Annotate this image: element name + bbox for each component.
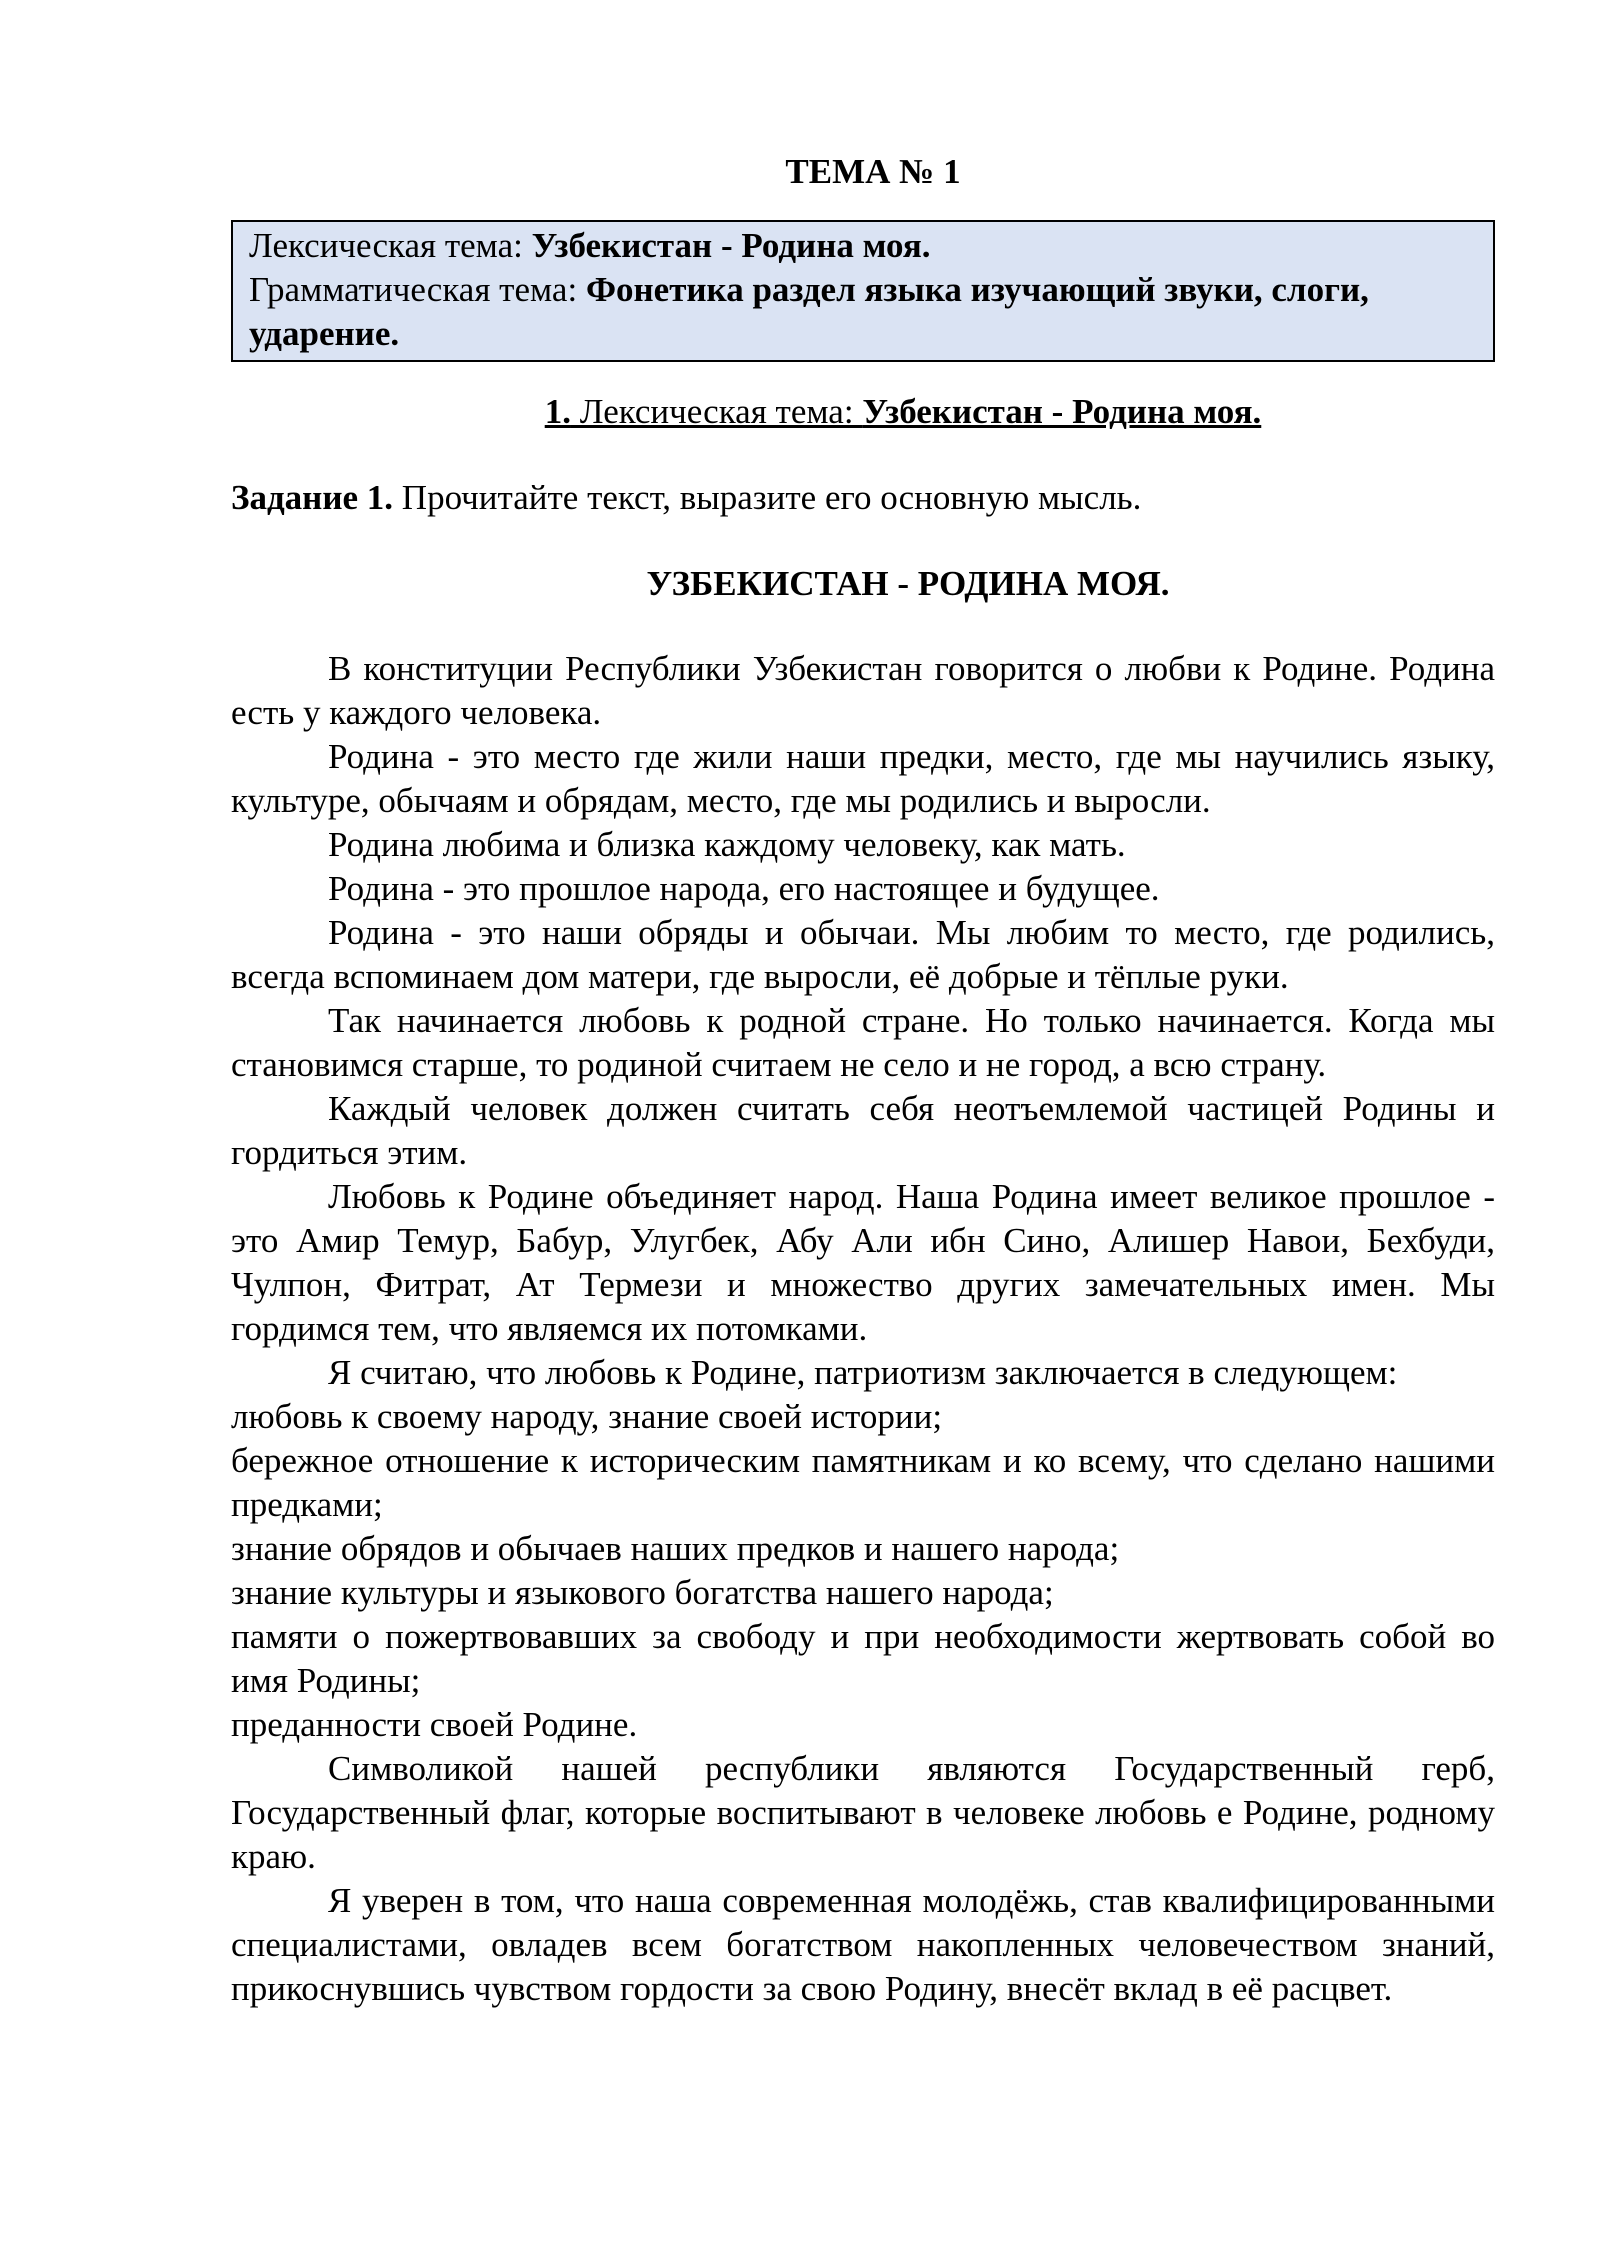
text-title: УЗБЕКИСТАН - РОДИНА МОЯ. (646, 564, 1170, 603)
paragraph: Любовь к Родине объединяет народ. Наша Родина имеет великое прошлое - это Амир Темур, Бабур, Улугбек, Абу Али ибн Сино, Алишер Навои, Бехбуди, Чулпон, Фитрат, Ат Термези и множество других замечательных имен. Мы гордимся тем, что являемся их потомками. (231, 1177, 1495, 1348)
paragraph: Родина - это наши обряды и обычаи. Мы любим то место, где родились, всегда вспоминаем дом матери, где выросли, её добрые и тёплые руки. (231, 913, 1495, 996)
page-title: ТЕМА № 1 (785, 152, 961, 191)
section-label: Лексическая тема: (570, 392, 863, 431)
task-instruction (231, 476, 1495, 520)
task-text: Прочитайте текст, выразите его основную мысль. (393, 478, 1142, 517)
paragraph: Так начинается любовь к родной стране. Но только начинается. Когда мы становимся старше, то родиной считаем не село и не город, а всю страну. (231, 1001, 1495, 1084)
paragraph: Символикой нашей республики являются Государственный герб, Государственный флаг, которые воспитывают в человеке любовь е Родине, родному краю. (231, 1749, 1495, 1876)
paragraph: Я считаю, что любовь к Родине, патриотизм заключается в следующем: (328, 1353, 1398, 1392)
paragraph: Каждый человек должен считать себя неотъемлемой частицей Родины и гордиться этим. (231, 1089, 1495, 1172)
lexical-topic-value: Узбекистан - Родина моя. (531, 226, 931, 265)
list-line: любовь к своему народу, знание своей истории; (231, 1397, 943, 1436)
text-body (231, 647, 1495, 2011)
list-line: бережное отношение к историческим памятникам и ко всему, что сделано нашими предками; (231, 1441, 1495, 1524)
list-line: памяти о пожертвовавших за свободу и при необходимости жертвовать собой во имя Родины; (231, 1617, 1495, 1700)
paragraph: Родина любима и близка каждому человеку, как мать. (328, 825, 1126, 864)
lexical-topic-line (249, 224, 1479, 268)
page-content (231, 150, 1495, 2011)
grammar-topic-line (249, 268, 1479, 356)
grammar-topic-label: Грамматическая тема: (249, 270, 586, 309)
section-heading (231, 390, 1495, 434)
paragraph: Родина - это место где жили наши предки, место, где мы научились языку, культуре, обычаям и обрядам, место, где мы родились и выросли. (231, 737, 1495, 820)
section-number: 1. (544, 392, 571, 431)
paragraph: В конституции Республики Узбекистан говорится о любви к Родине. Родина есть у каждого человека. (231, 649, 1495, 732)
task-label: Задание 1. (231, 478, 394, 517)
grammar-topic-value: Фонетика раздел языка изучающий звуки, слоги, ударение. (249, 270, 1369, 353)
section-value: Узбекистан - Родина моя. (862, 392, 1262, 431)
list-line: знание культуры и языкового богатства нашего народа; (231, 1573, 1054, 1612)
list-line: преданности своей Родине. (231, 1705, 638, 1744)
paragraph: Я уверен в том, что наша современная молодёжь, став квалифицированными специалистами, овладев всем богатством накопленных человечеством знаний, прикоснувшись чувством гордости за свою Родину, внесёт вклад в её расцвет. (231, 1881, 1495, 2008)
lexical-topic-label: Лексическая тема: (249, 226, 532, 265)
topic-box (231, 220, 1495, 362)
list-line: знание обрядов и обычаев наших предков и нашего народа; (231, 1529, 1120, 1568)
paragraph: Родина - это прошлое народа, его настоящее и будущее. (328, 869, 1160, 908)
